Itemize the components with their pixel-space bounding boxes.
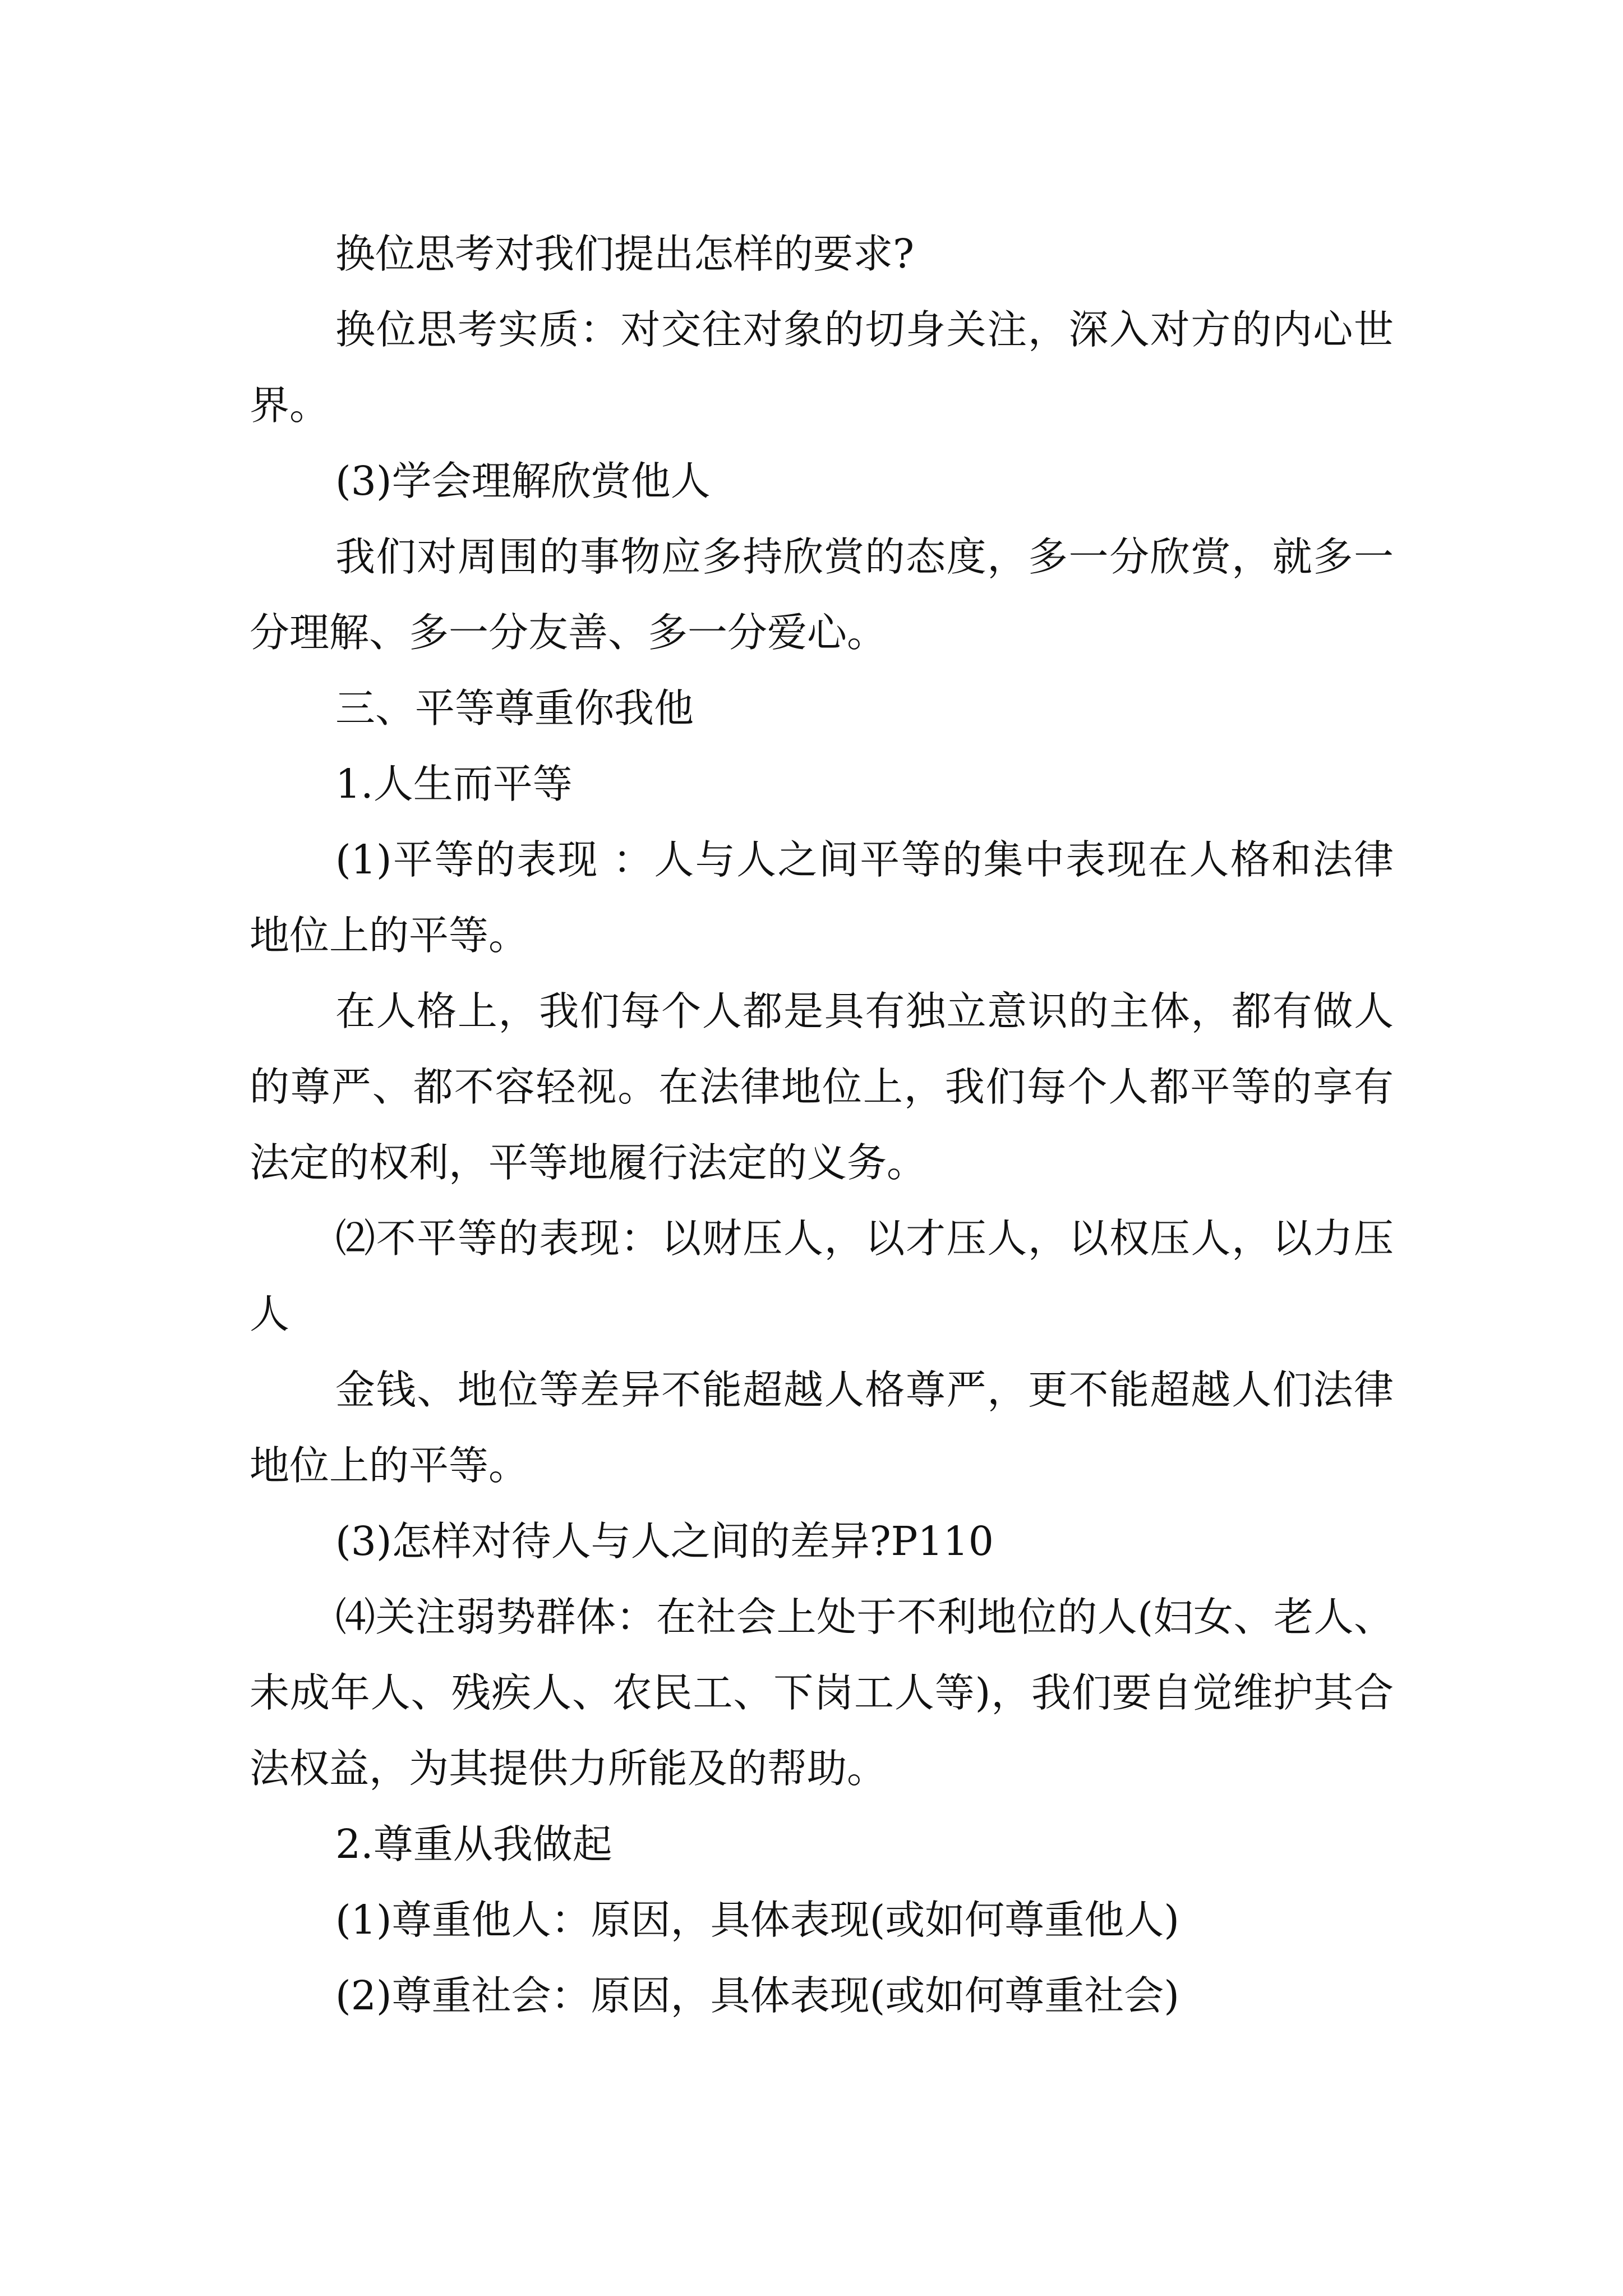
paragraph-inequality: ⑵不平等的表现：以财压人，以才压人，以权压人，以力压人 [250, 1215, 1394, 1337]
paragraph-respect-others: (1)尊重他人：原因，具体表现(或如何尊重他人) [335, 1897, 1179, 1943]
document-body [250, 216, 1394, 2033]
paragraph-heading-appreciate: (3)学会理解欣赏他人 [335, 458, 711, 504]
paragraph-money-status: 金钱、地位等差异不能超越人格尊严，更不能超越人们法律地位上的平等。 [250, 1366, 1394, 1489]
subheading-respect-self: 2.尊重从我做起 [335, 1821, 612, 1867]
paragraph-personality-law: 在人格上，我们每个人都是具有独立意识的主体，都有做人的尊严、都不容轻视。在法律地位上，我们每个人都平等的享有法定的权利，平等地履行法定的义务。 [250, 988, 1394, 1186]
section-heading-equality: 三、平等尊重你我他 [335, 685, 694, 731]
paragraph-appreciation: 我们对周围的事物应多持欣赏的态度，多一分欣赏，就多一分理解、多一分友善、多一分爱心。 [250, 533, 1394, 656]
paragraph-differences: (3)怎样对待人与人之间的差异?P110 [335, 1518, 994, 1565]
paragraph-respect-society: (2)尊重社会：原因，具体表现(或如何尊重社会) [335, 1972, 1179, 2019]
paragraph-empathy-essence: 换位思考实质：对交往对象的切身关注，深入对方的内心世界。 [250, 306, 1394, 429]
subheading-born-equal: 1.人生而平等 [335, 761, 573, 807]
paragraph-question-empathy: 换位思考对我们提出怎样的要求? [335, 231, 915, 277]
paragraph-vulnerable-groups: ⑷关注弱势群体：在社会上处于不利地位的人(妇女、老人、未成年人、残疾人、农民工、下岗工人等)，我们要自觉维护其合法权益，为其提供力所能及的帮助。 [250, 1594, 1394, 1792]
paragraph-equality-manifestation: (1)平等的表现 ：人与人之间平等的集中表现在人格和法律地位上的平等。 [250, 836, 1394, 959]
